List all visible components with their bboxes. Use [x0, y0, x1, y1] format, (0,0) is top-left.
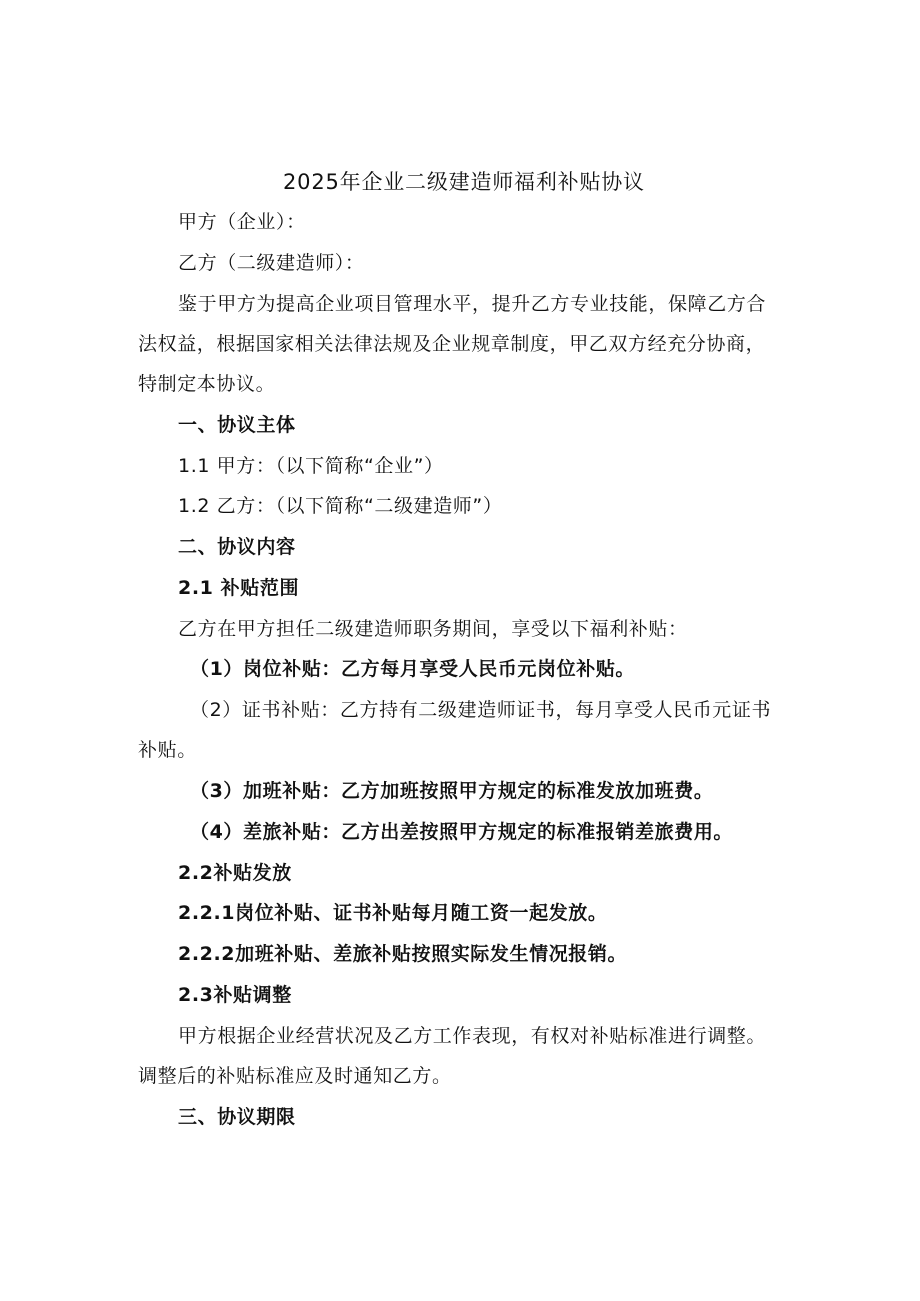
subsidy-item-4: （4）差旅补贴：乙方出差按照甲方规定的标准报销差旅费用。 — [190, 821, 734, 843]
section-1-heading: 一、协议主体 — [178, 414, 296, 436]
subsidy-item-2-line-1: （2）证书补贴：乙方持有二级建造师证书，每月享受人民币元证书 — [190, 699, 772, 721]
preamble-line-1: 鉴于甲方为提高企业项目管理水平，提升乙方专业技能，保障乙方合 — [178, 293, 767, 315]
adjust-line-1: 甲方根据企业经营状况及乙方工作表现，有权对补贴标准进行调整。 — [178, 1025, 767, 1047]
item-2-2-2: 2.2.2加班补贴、差旅补贴按照实际发生情况报销。 — [178, 943, 628, 965]
party-b-line: 乙方（二级建造师）： — [178, 252, 365, 274]
subsection-2-2-heading: 2.2补贴发放 — [178, 862, 292, 884]
preamble-line-2: 法权益，根据国家相关法律法规及企业规章制度，甲乙双方经充分协商， — [138, 333, 766, 355]
adjust-line-2: 调整后的补贴标准应及时通知乙方。 — [138, 1065, 452, 1087]
subsidy-item-3: （3）加班补贴：乙方加班按照甲方规定的标准发放加班费。 — [190, 780, 714, 802]
item-1-2: 1.2 乙方：（以下简称“二级建造师”） — [178, 495, 503, 517]
section-3-heading: 三、协议期限 — [178, 1106, 296, 1128]
section-2-heading: 二、协议内容 — [178, 536, 296, 558]
subsection-2-1-heading: 2.1 补贴范围 — [178, 577, 300, 599]
party-a-line: 甲方（企业）： — [178, 211, 306, 233]
preamble-line-3: 特制定本协议。 — [138, 373, 276, 395]
subsidy-intro: 乙方在甲方担任二级建造师职务期间，享受以下福利补贴： — [178, 618, 688, 640]
subsection-2-3-heading: 2.3补贴调整 — [178, 984, 292, 1006]
document-title: 2025年企业二级建造师福利补贴协议 — [283, 170, 645, 194]
item-1-1: 1.1 甲方：（以下简称“企业”） — [178, 455, 444, 477]
subsidy-item-1: （1）岗位补贴：乙方每月享受人民币元岗位补贴。 — [190, 658, 636, 680]
subsidy-item-2-line-2: 补贴。 — [138, 739, 197, 761]
item-2-2-1: 2.2.1岗位补贴、证书补贴每月随工资一起发放。 — [178, 902, 608, 924]
